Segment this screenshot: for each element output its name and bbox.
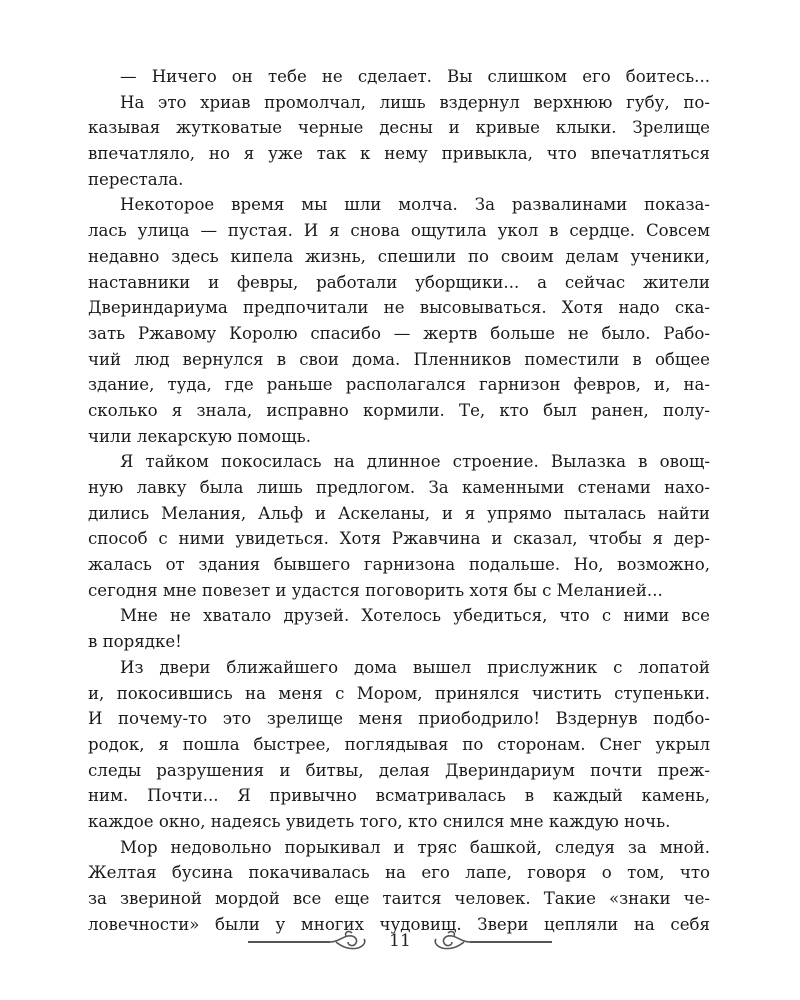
text-line: Из двери ближайшего дома вышел прислужник с лопатой [120,657,710,677]
text-line: лась улица — пустая. И я снова ощутила укол в сердце. Совсем [88,221,710,241]
text-line: сегодня мне повезет и удастся поговорить хотя бы с Меланией... [88,580,663,600]
text-line: Двериндариума предпочитали не высовываться. Хотя надо ска- [88,298,710,318]
text-line: в порядке! [88,632,182,652]
text-line: И почему-то это зрелище меня приободрило! Вздернув подбо- [88,709,710,729]
text-line: казывая жутковатые черные десны и кривые клыки. Зрелище [88,118,710,138]
text-line: дились Мелания, Альф и Аскеланы, и я упрямо пыталась найти [88,503,710,523]
text-line: впечатляло, но я уже так к нему привыкла, что впечатляться [88,144,710,164]
text-line: ловечности» были у многих чудовищ. Звери цепляли на себя [88,914,710,934]
text-line: зать Ржавому Королю спасибо — жертв больше не было. Рабо- [88,323,710,343]
page-footer [0,925,800,965]
text-line: сколько я знала, исправно кормили. Те, кто был ранен, полу- [88,400,710,420]
text-line: за звериной мордой все еще таится человек. Такие «знаки че- [88,889,710,908]
text-line: наставники и февры, работали уборщики... а сейчас жители [88,272,710,292]
text-line: родок, я пошла быстрее, поглядывая по сторонам. Снег укрыл [88,734,710,754]
text-line: чий люд вернулся в свои дома. Пленников поместили в общее [88,349,710,369]
text-line: ную лавку была лишь предлогом. За каменными стенами нахо- [88,478,710,497]
ornament-right-flourish [435,932,470,949]
text-line: каждое окно, надеясь увидеть того, кто снился мне каждую ночь. [88,811,671,831]
ornament-left-flourish [330,932,365,949]
text-line: и, покосившись на меня с Мором, принялся чистить ступеньки. [88,683,710,703]
text-line: На это хриав промолчал, лишь вздернул верхнюю губу, по- [120,92,710,112]
text-line: Мор недовольно порыкивал и тряс башкой, следуя за мной. [120,837,710,857]
text-line: способ с ними увидеться. Хотя Ржавчина и сказал, чтобы я дер- [88,529,710,549]
text-line: ним. Почти... Я привычно всматривалась в каждый камень, [88,786,710,806]
text-line: жалась от здания бывшего гарнизона подальше. Но, возможно, [88,555,710,575]
text-line: Я тайком покосилась на длинное строение. Вылазка в овощ- [120,452,710,472]
body-text [88,64,710,937]
text-line: недавно здесь кипела жизнь, спешили по своим делам ученики, [88,246,710,266]
text-line: Некоторое время мы шли молча. За развалинами показа- [120,195,710,215]
text-line: чили лекарскую помощь. [88,426,311,446]
text-line: Желтая бусина покачивалась на его лапе, говоря о том, что [88,863,710,883]
text-line: здание, туда, где раньше располагался гарнизон февров, и, на- [88,375,710,395]
text-line: перестала. [88,169,184,189]
text-line: Мне не хватало друзей. Хотелось убедиться, что с ними все [120,606,710,626]
text-line: — Ничего он тебе не сделает. Вы слишком его боитесь... [120,67,710,86]
text-line: следы разрушения и битвы, делая Двериндариум почти преж- [88,760,710,780]
page-number: 11 [389,931,411,951]
